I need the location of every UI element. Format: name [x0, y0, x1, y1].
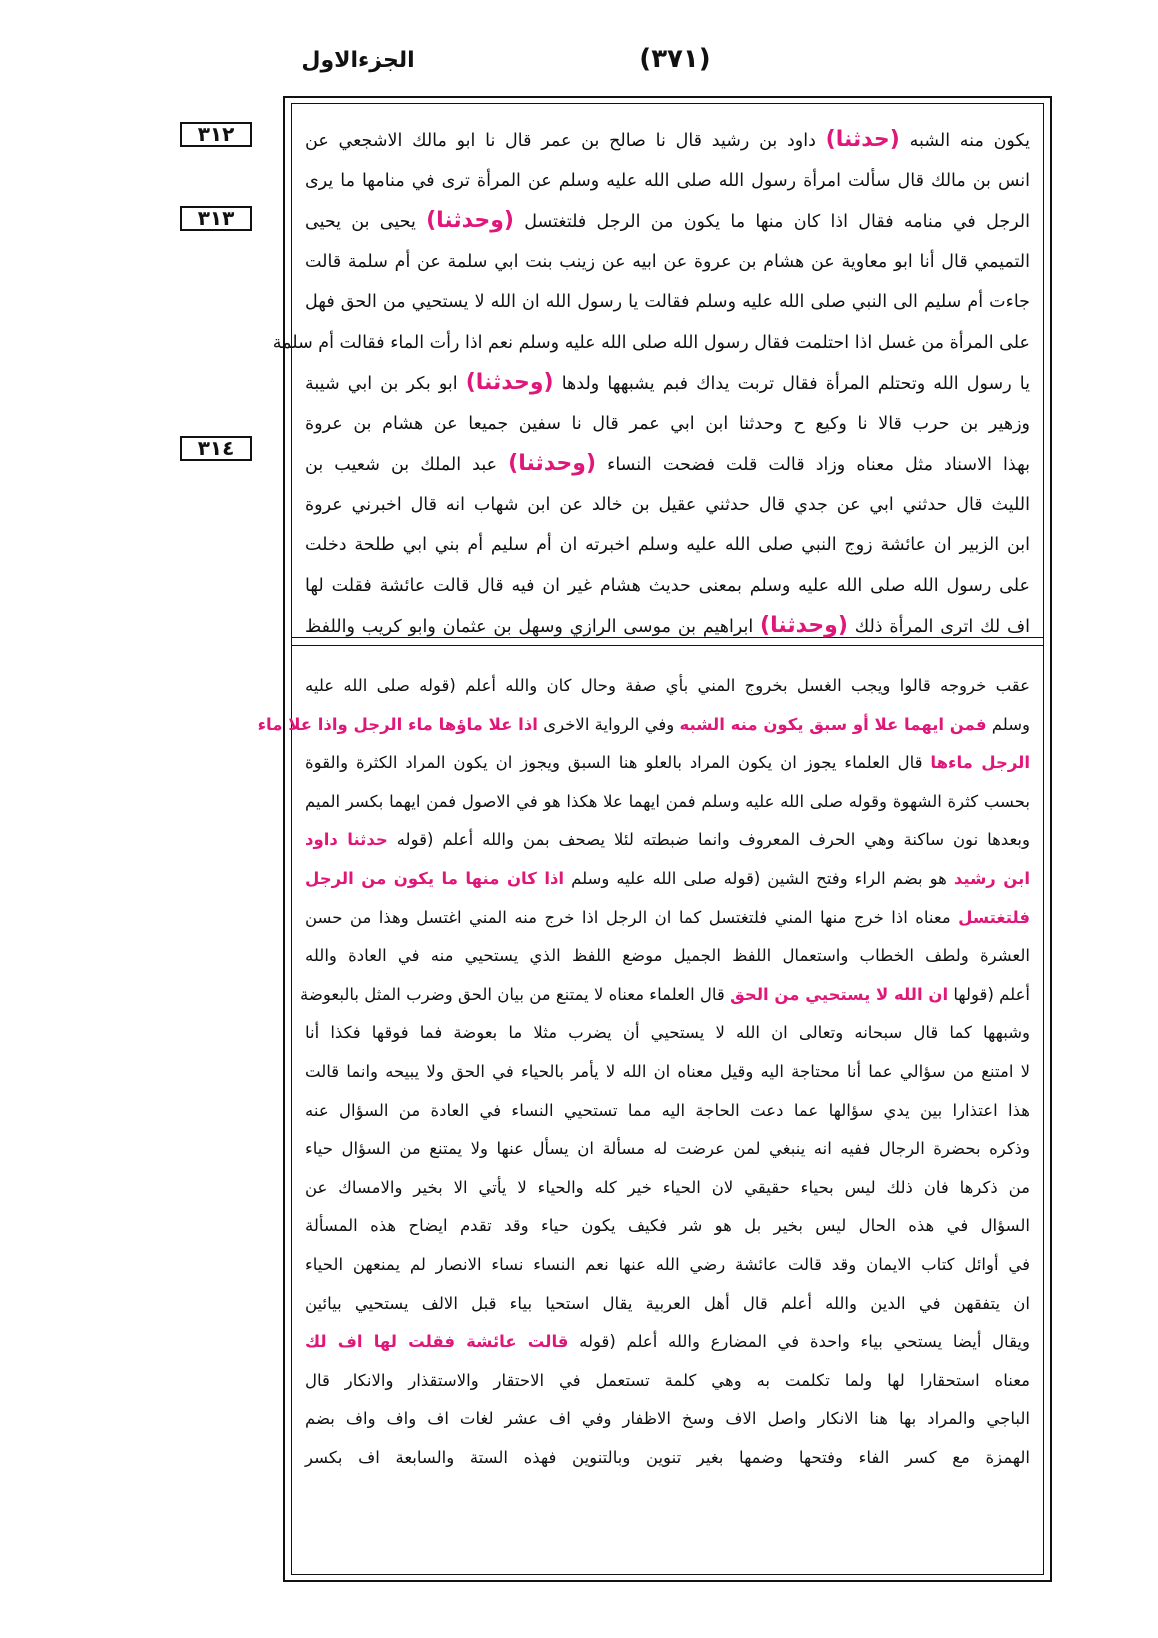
- text-segment: انس بن مالك قال سألت امرأة رسول الله صلى الله عليه وسلم عن المرأة ترى في منامها ما يرى: [305, 170, 1030, 191]
- text-segment: معناه اذا خرج منها المني فلتغتسل كما ان الرجل اذا خرج منه المني اغتسل وهذا من حسن: [305, 907, 959, 927]
- text-line: [305, 242, 1030, 283]
- text-line: [305, 667, 1030, 706]
- highlighted-phrase: (وحدثنا): [465, 370, 554, 395]
- text-line: [305, 1362, 1030, 1401]
- text-line: [305, 1400, 1030, 1439]
- text-line: [305, 1246, 1030, 1285]
- text-segment: قال العلماء يجوز ان يكون المراد بالعلو هنا السبق ويجوز ان يكون المراد الكثرة والقوة: [305, 753, 931, 773]
- text-line: [305, 282, 1030, 323]
- text-line: [305, 363, 1030, 404]
- highlighted-phrase: ابن رشيد: [953, 868, 1030, 888]
- text-segment: لا امتنع من سؤالي عما أنا محتاجة اليه وقيل معناه ان الله لا يأمر بالحياء في الحق ولا يبيحه وانما قالت: [305, 1061, 1030, 1081]
- highlighted-phrase: اذا كان منها ما يكون من الرجل: [305, 868, 565, 888]
- highlighted-phrase: ان الله لا يستحيي من الحق: [730, 984, 949, 1004]
- highlighted-phrase: (وحدثنا): [426, 208, 514, 233]
- highlighted-phrase: (وحدثنا): [508, 451, 597, 476]
- text-line: [305, 485, 1030, 526]
- commentary-text-block: [257, 667, 1030, 1477]
- highlighted-phrase: الرجل ماءها: [930, 753, 1030, 773]
- text-segment: وشبهها كما قال سبحانه وتعالى ان الله لا يستحيي أن يضرب مثلا ما بعوضة فما فوقها فكذا أنا: [305, 1023, 1030, 1043]
- text-line: [305, 525, 1030, 566]
- highlighted-phrase: حدثنا داود: [305, 830, 388, 850]
- text-segment: يحيى بن يحيى: [305, 212, 427, 232]
- highlighted-phrase: (حدثنا): [825, 127, 900, 152]
- text-segment: العشرة ولطف الخطاب واستعمال اللفظ الجميل موضع اللفظ الذي يستحيي منه في العادة والله: [305, 946, 1030, 966]
- text-segment: هذا اعتذارا بين يدي سؤالها عما دعت الحاجة اليه مما تستحيي النساء في العادة من السؤال عنه: [305, 1100, 1030, 1120]
- text-segment: الليث قال حدثني ابي عن جدي قال حدثني عقيل بن خالد عن ابن شهاب انه قال اخبرني عروة: [305, 494, 1030, 515]
- text-segment: من ذكرها فان ذلك ليس بحياء حقيقي لان الحياء خير كله والحياء لا يأتي الا بخير والامساك عن: [305, 1177, 1030, 1197]
- hadith-text-block: [272, 120, 1031, 647]
- text-segment: معناه استحقارا لها ولما تكلمت به وهي كلمة تستعمل في الاحتقار والاستقذار والانكار قال: [305, 1370, 1030, 1390]
- text-segment: يا رسول الله وتحتلم المرأة فقال تربت يداك فبم يشبهها ولدها: [553, 374, 1030, 394]
- text-line: [305, 860, 1030, 899]
- text-segment: جاءت أم سليم الى النبي صلى الله عليه وسلم فقالت يا رسول الله ان الله لا يستحيي من الحق فهل: [305, 292, 1030, 312]
- text-segment: وزهير بن حرب قالا نا وكيع ح وحدثنا ابن ابي عمر قال نا سفين جميعا عن هشام بن عروة: [305, 413, 1030, 434]
- text-line: [305, 1014, 1030, 1053]
- highlighted-phrase: (وحدثنا): [760, 613, 848, 638]
- text-segment: وفي الرواية الاخرى: [537, 714, 680, 734]
- text-segment: التميمي قال أنا ابو معاوية عن هشام بن عروة عن ابيه عن زينب بنت ابي سلمة عن أم سلمة قالت: [305, 251, 1030, 272]
- text-line: [305, 404, 1030, 445]
- text-segment: ابن الزبير ان عائشة زوج النبي صلى الله عليه وسلم اخبرته ان أم سليم أم بني ابي طلحة دخلت: [305, 535, 1030, 555]
- text-segment: هو بضم الراء وفتح الشين (قوله صلى الله عليه وسلم: [564, 868, 954, 888]
- hadith-number-badge: ٣١٤: [180, 436, 252, 461]
- text-line: [305, 120, 1030, 161]
- text-segment: على رسول الله صلى الله عليه وسلم بمعنى حديث هشام غير ان فيه قال قالت عائشة فقلت لها: [305, 575, 1030, 596]
- text-segment: ابراهيم بن موسى الرازي وسهل بن عثمان وابو كريب واللفظ: [305, 617, 761, 637]
- hadith-number-badge: ٣١٣: [180, 206, 252, 231]
- highlighted-phrase: فلتغتسل: [958, 907, 1030, 927]
- text-segment: ابو بكر بن ابي شيبة: [305, 374, 466, 394]
- text-segment: قال العلماء معناه لا يمتنع من بيان الحق وضرب المثل بالبعوضة: [300, 984, 731, 1004]
- text-segment: على المرأة من غسل اذا احتلمت فقال رسول الله صلى الله عليه وسلم نعم اذا رأت الماء فقالت أم سلمة: [272, 332, 1030, 353]
- text-segment: الباجي والمراد بها هنا الانكار واصل الاف وسخ الاظفار وفي اف عشر لغات اف واف واف بضم: [305, 1409, 1030, 1429]
- volume-label: الجزءالاول: [301, 48, 415, 73]
- text-line: [305, 606, 1030, 647]
- page-number: (٣٧١): [639, 44, 711, 74]
- text-segment: عبد الملك بن شعيب بن: [305, 455, 509, 475]
- text-line: [305, 1092, 1030, 1131]
- text-segment: وسلم: [986, 714, 1030, 734]
- text-segment: في أوائل كتاب الايمان وقد قالت عائشة رضي الله عنها نعم النساء نساء الانصار لم يمنعهن الحياء: [305, 1254, 1030, 1274]
- hadith-number-badge: ٣١٢: [180, 122, 252, 147]
- highlighted-phrase: اذا علا ماؤها ماء الرجل واذا علا ماء: [257, 714, 538, 734]
- text-segment: أعلم (قولها: [948, 984, 1030, 1004]
- text-line: [305, 566, 1030, 607]
- text-line: [305, 1285, 1030, 1324]
- text-line: [305, 1323, 1030, 1362]
- text-line: [305, 937, 1030, 976]
- text-segment: عقب خروجه قالوا ويجب الغسل بخروج المني بأي صفة وحال كان والله أعلم (قوله صلى الله عليه: [305, 676, 1030, 695]
- text-line: [305, 744, 1030, 783]
- text-segment: اف لك اترى المرأة ذلك: [847, 617, 1030, 637]
- text-line: [305, 1130, 1030, 1169]
- text-segment: الرجل في منامه فقال اذا كان منها ما يكون من الرجل فلتغتسل: [513, 212, 1030, 232]
- text-segment: يكون منه الشبه: [899, 131, 1030, 151]
- text-line: [305, 1169, 1030, 1208]
- text-line: [300, 976, 1030, 1015]
- text-line: [305, 201, 1030, 242]
- text-line: [305, 444, 1030, 485]
- text-segment: وبعدها نون ساكنة وهي الحرف المعروف وانما ضبطته لئلا يصحف بمن والله أعلم (قوله: [387, 830, 1030, 850]
- text-segment: السؤال في هذه الحال ليس بخير بل هو شر فكيف يكون حياء وقد تقدم ايضاح هذه المسألة: [305, 1216, 1030, 1236]
- text-line: [305, 161, 1030, 202]
- text-line: [257, 706, 1030, 745]
- text-line: [305, 1053, 1030, 1092]
- text-segment: ويقال أيضا يستحي بياء واحدة في المضارع والله أعلم (قوله: [568, 1332, 1030, 1352]
- text-line: [305, 1207, 1030, 1246]
- highlighted-phrase: فمن ايهما علا أو سبق يكون منه الشبه: [679, 714, 987, 734]
- text-segment: بهذا الاسناد مثل معناه وزاد قالت قلت فضحت النساء: [596, 455, 1031, 475]
- text-line: [305, 821, 1030, 860]
- highlighted-phrase: قالت عائشة فقلت لها اف لك: [305, 1332, 569, 1352]
- text-segment: الهمزة مع كسر الفاء وفتحها وضمها بغير تنوين وبالتنوين فهذه الستة والسابعة اف بكسر: [305, 1447, 1030, 1467]
- text-segment: بحسب كثرة الشهوة وقوله صلى الله عليه وسلم فمن ايهما علا هكذا هو في الاصول فمن ايهما بكسر الميم: [305, 791, 1030, 811]
- text-segment: داود بن رشيد قال نا صالح بن عمر قال نا ابو مالك الاشجعي عن: [305, 131, 826, 151]
- text-line: [305, 899, 1030, 938]
- text-line: [272, 323, 1030, 364]
- text-line: [305, 783, 1030, 822]
- text-line: [305, 1439, 1030, 1478]
- text-segment: ان يتفقهن في الدين والله أعلم قال أهل العربية يقال استحيا بياء قبل الالف يستحيي بيائين: [305, 1293, 1030, 1313]
- text-segment: وذكره بحضرة الرجال ففيه انه ينبغي لمن عرضت له مسألة ان يسأل عنها ولا يمتنع من السؤال حياء: [305, 1139, 1030, 1159]
